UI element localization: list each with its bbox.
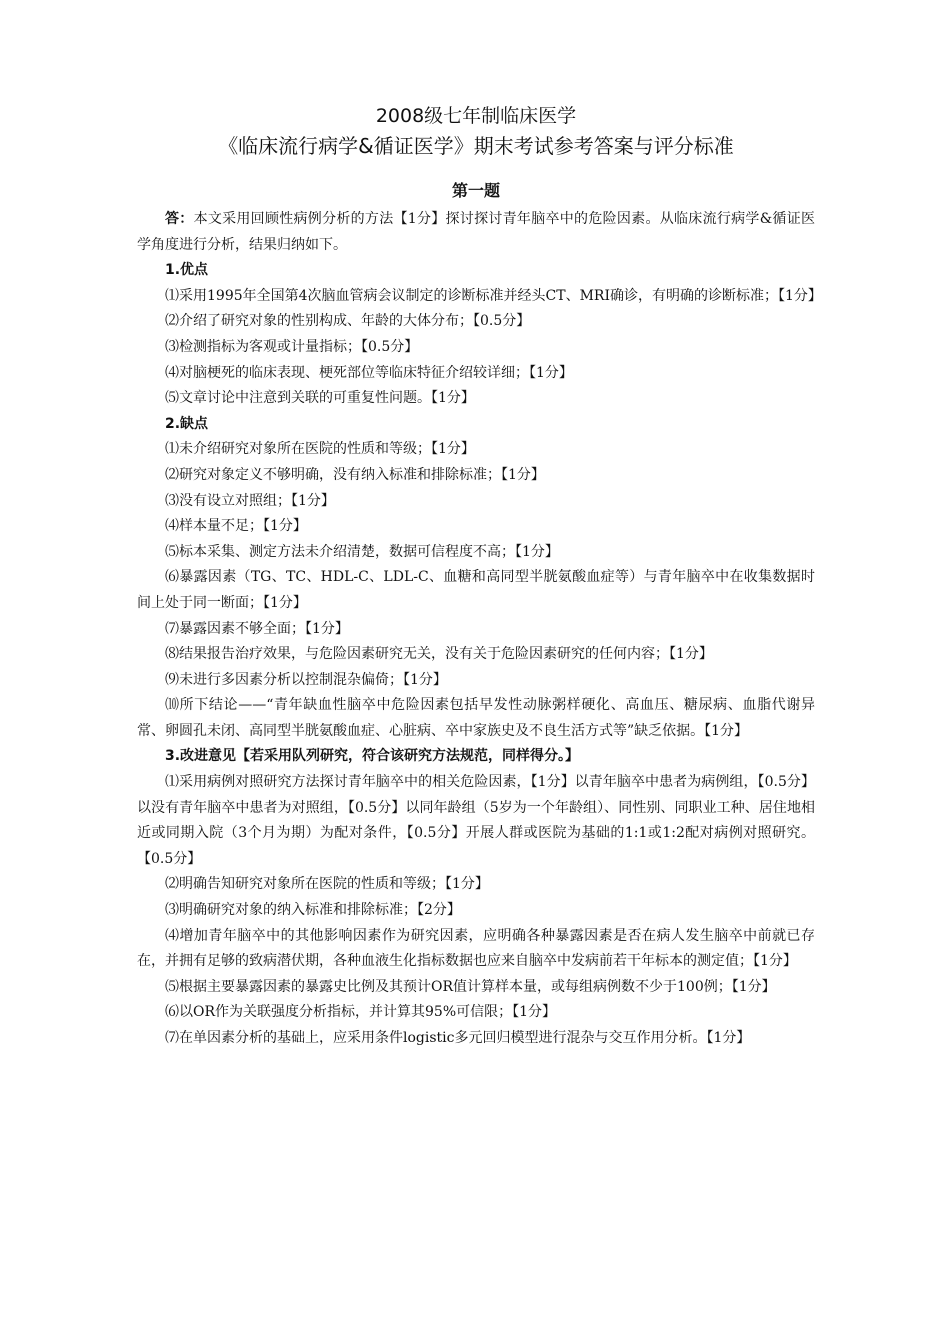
weakness-item: ⑶没有设立对照组；【1分】 — [165, 492, 335, 509]
answer-label: 答： — [165, 211, 194, 227]
weakness-item: ⑹暴露因素（TG、TC、HDL-C、LDL-C、血糖和高同型半胱氨酸血症等）与青年脑卒中在收集数据时间上处于同一断面；【1分】 — [137, 569, 815, 611]
improvement-item: ⑹以OR作为关联强度分析指标，并计算其95%可信限；【1分】 — [165, 1004, 557, 1021]
weakness-item: ⑺暴露因素不够全面；【1分】 — [165, 620, 349, 637]
doc-title-line1: 2008级七年制临床医学 — [375, 105, 577, 127]
weakness-item: ⑵研究对象定义不够明确，没有纳入标准和排除标准；【1分】 — [165, 466, 545, 483]
weakness-item: ⑴未介绍研究对象所在医院的性质和等级；【1分】 — [165, 441, 475, 458]
doc-title-line2: 《临床流行病学&循证医学》期末考试参考答案与评分标准 — [218, 134, 734, 158]
section-heading: 第一题 — [451, 181, 500, 200]
weakness-item: ⑸标本采集、测定方法未介绍清楚，数据可信程度不高；【1分】 — [165, 543, 559, 560]
weakness-item: ⑷样本量不足；【1分】 — [165, 518, 307, 535]
improvement-item: ⑶明确研究对象的纳入标准和排除标准；【2分】 — [165, 902, 461, 919]
weakness-item: ⑼未进行多因素分析以控制混杂偏倚；【1分】 — [165, 671, 447, 688]
improvement-item: ⑷增加青年脑卒中的其他影响因素作为研究因素，应明确各种暴露因素是否在病人发生脑卒中前就已存在，并拥有足够的致病潜伏期，各种血液生化指标数据也应来自脑卒中发病前若干年标本的测定值；【1分】 — [137, 927, 815, 970]
improvement-item: ⑴采用病例对照研究方法探讨青年脑卒中的相关危险因素，【1分】以青年脑卒中患者为病例组，【0.5分】以没有青年脑卒中患者为对照组，【0.5分】以同年龄组（5岁为一个年龄组）、同性别、同职业工种、居住地相近或同期入院（3个月为期）为配对条件，【0.5分】开展人群或医院为基础的1:1或1:2配对病例对照研究。【0.5分】 — [137, 774, 815, 867]
improvement-item: ⑺在单因素分析的基础上，应采用条件logistic多元回归模型进行混杂与交互作用分析。【1分】 — [165, 1030, 751, 1046]
strength-item: ⑷对脑梗死的临床表现、梗死部位等临床特征介绍较详细；【1分】 — [165, 364, 573, 381]
strength-item: ⑸文章讨论中注意到关联的可重复性问题。【1分】 — [165, 390, 475, 407]
strength-item: ⑵介绍了研究对象的性别构成、年龄的大体分布；【0.5分】 — [165, 313, 531, 330]
answer-text: 本文采用回顾性病例分析的方法【1分】探讨探讨青年脑卒中的危险因素。从临床流行病学&循证医学角度进行分析，结果归纳如下。 — [137, 211, 815, 253]
strength-item: ⑴采用1995年全国第4次脑血管病会议制定的诊断标准并经头CT、MRI确诊，有明确的诊断标准；【1分】 — [165, 287, 822, 304]
strength-item: ⑶检测指标为客观或计量指标；【0.5分】 — [165, 338, 419, 355]
answer-intro — [137, 207, 815, 258]
weakness-item: ⑽所下结论——“青年缺血性脑卒中危险因素包括早发性动脉粥样硬化、高血压、糖尿病、血脂代谢异常、卵圆孔未闭、高同型半胱氨酸血症、心脏病、卒中家族史及不良生活方式等”缺乏依据。【1分】 — [137, 697, 815, 739]
document-page — [137, 104, 822, 1052]
weakness-item: ⑻结果报告治疗效果，与危险因素研究无关，没有关于危险因素研究的任何内容；【1分】 — [165, 646, 713, 663]
improvement-item: ⑵明确告知研究对象所在医院的性质和等级；【1分】 — [165, 876, 489, 893]
section-improvements-title: 3.改进意见【若采用队列研究，符合该研究方法规范，同样得分。】 — [165, 748, 580, 765]
section-weaknesses-title: 2.缺点 — [165, 415, 209, 432]
section-strengths-title: 1.优点 — [165, 262, 209, 279]
improvement-item: ⑸根据主要暴露因素的暴露史比例及其预计OR值计算样本量，或每组病例数不少于100例；【1分】 — [165, 978, 776, 995]
